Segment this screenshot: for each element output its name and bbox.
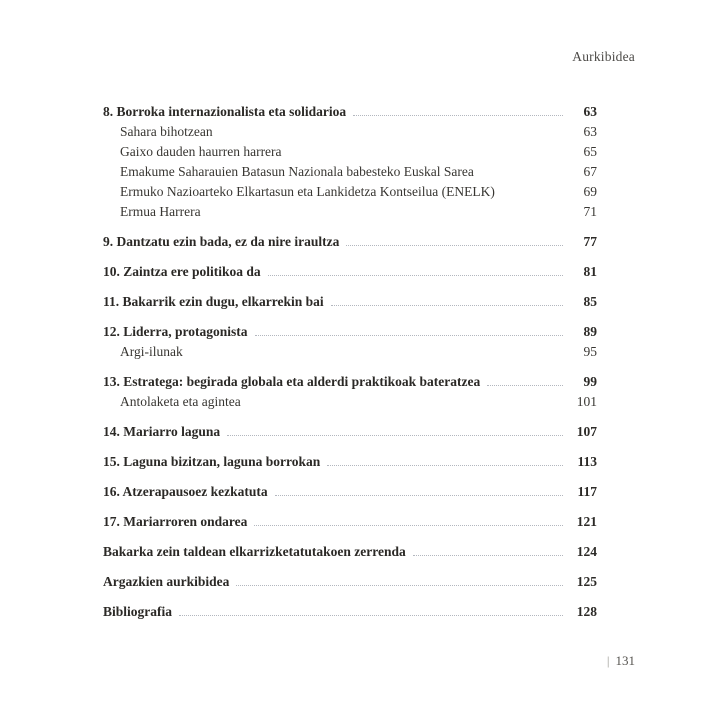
toc-entry-page: 124 (576, 544, 597, 559)
toc-entry-label: 17. Mariarroren ondarea (103, 514, 248, 529)
toc-entry-label: 11. Bakarrik ezin dugu, elkarrekin bai (103, 294, 324, 309)
toc-entry-label: 8. Borroka internazionalista eta solidarioa (103, 104, 347, 119)
toc-entry-page: 95 (583, 344, 597, 359)
toc-entry-label: Emakume Saharauien Batasun Nazionala babesteko Euskal Sarea (120, 164, 474, 179)
toc-entry-page: 99 (583, 374, 597, 389)
toc-entry-label: 12. Liderra, protagonista (103, 324, 248, 339)
toc-entry-page: 69 (583, 184, 597, 199)
toc-entry-label: Sahara bihotzean (120, 124, 213, 139)
toc-entry-page: 65 (583, 144, 597, 159)
toc-entry-label: 16. Atzerapausoez kezkatuta (103, 484, 268, 499)
dotted-leader (254, 525, 563, 526)
running-head: Aurkibidea (572, 49, 635, 64)
toc-entry-page: 77 (583, 234, 597, 249)
dotted-leader (413, 555, 563, 556)
toc-entry (103, 182, 597, 202)
toc-entry-page: 71 (583, 204, 597, 219)
toc-entry (103, 342, 597, 362)
toc-entry-page: 81 (583, 264, 597, 279)
toc-entry-label: Ermuko Nazioarteko Elkartasun eta Lankidetza Kontseilua (ENELK) (120, 184, 495, 199)
toc-entry (103, 452, 597, 472)
dotted-leader (346, 245, 563, 246)
toc-entry (103, 542, 597, 562)
toc-entry-label: 15. Laguna bizitzan, laguna borrokan (103, 454, 321, 469)
toc-entry (103, 102, 597, 122)
toc-entry-page: 125 (576, 574, 597, 589)
toc-entry (103, 122, 597, 142)
toc-entry-page: 117 (577, 484, 597, 499)
toc-entry (103, 162, 597, 182)
dotted-leader (353, 115, 563, 116)
toc-entry-label: Bakarka zein taldean elkarrizketatutakoen zerrenda (103, 544, 406, 559)
toc-entry-label: 10. Zaintza ere politikoa da (103, 264, 261, 279)
toc-entry-label: 9. Dantzatu ezin bada, ez da nire iraultza (103, 234, 340, 249)
toc-entry-page: 63 (583, 104, 597, 119)
toc-entry (103, 232, 597, 252)
toc-entry-label: Argazkien aurkibidea (103, 574, 230, 589)
toc-entry (103, 422, 597, 442)
toc-entry-page: 121 (576, 514, 597, 529)
toc-entry-page: 107 (576, 424, 597, 439)
toc-entry (103, 202, 597, 222)
toc-entry-label: 13. Estratega: begirada globala eta alderdi praktikoak bateratzea (103, 374, 481, 389)
toc-entry-page: 89 (583, 324, 597, 339)
toc-entry (103, 482, 597, 502)
dotted-leader (268, 275, 563, 276)
folio-page-number: 131 (615, 653, 635, 668)
toc-entry (103, 602, 597, 622)
dotted-leader (255, 335, 564, 336)
toc-entry (103, 322, 597, 342)
toc-entry (103, 572, 597, 592)
toc-entry (103, 262, 597, 282)
dotted-leader (327, 465, 563, 466)
toc-list (103, 102, 597, 622)
dotted-leader (227, 435, 563, 436)
toc-entry-page: 85 (583, 294, 597, 309)
toc-entry-page: 128 (576, 604, 597, 619)
toc-entry-page: 101 (576, 394, 597, 409)
toc-entry (103, 292, 597, 312)
toc-entry-page: 113 (577, 454, 597, 469)
toc-entry (103, 372, 597, 392)
toc-entry-label: 14. Mariarro laguna (103, 424, 221, 439)
toc-entry (103, 512, 597, 532)
dotted-leader (487, 385, 563, 386)
toc-entry-label: Antolaketa eta agintea (120, 394, 241, 409)
toc-entry-label: Gaixo dauden haurren harrera (120, 144, 282, 159)
toc-entry (103, 392, 597, 412)
dotted-leader (179, 615, 563, 616)
toc-entry (103, 142, 597, 162)
dotted-leader (331, 305, 563, 306)
toc-entry-label: Bibliografia (103, 604, 173, 619)
toc-entry-label: Ermua Harrera (120, 204, 201, 219)
dotted-leader (275, 495, 563, 496)
toc-entry-page: 67 (583, 164, 597, 179)
toc-entry-label: Argi-ilunak (120, 344, 183, 359)
folio-separator: | (606, 653, 610, 668)
toc-entry-page: 63 (583, 124, 597, 139)
page-folio (607, 653, 635, 669)
dotted-leader (236, 585, 563, 586)
